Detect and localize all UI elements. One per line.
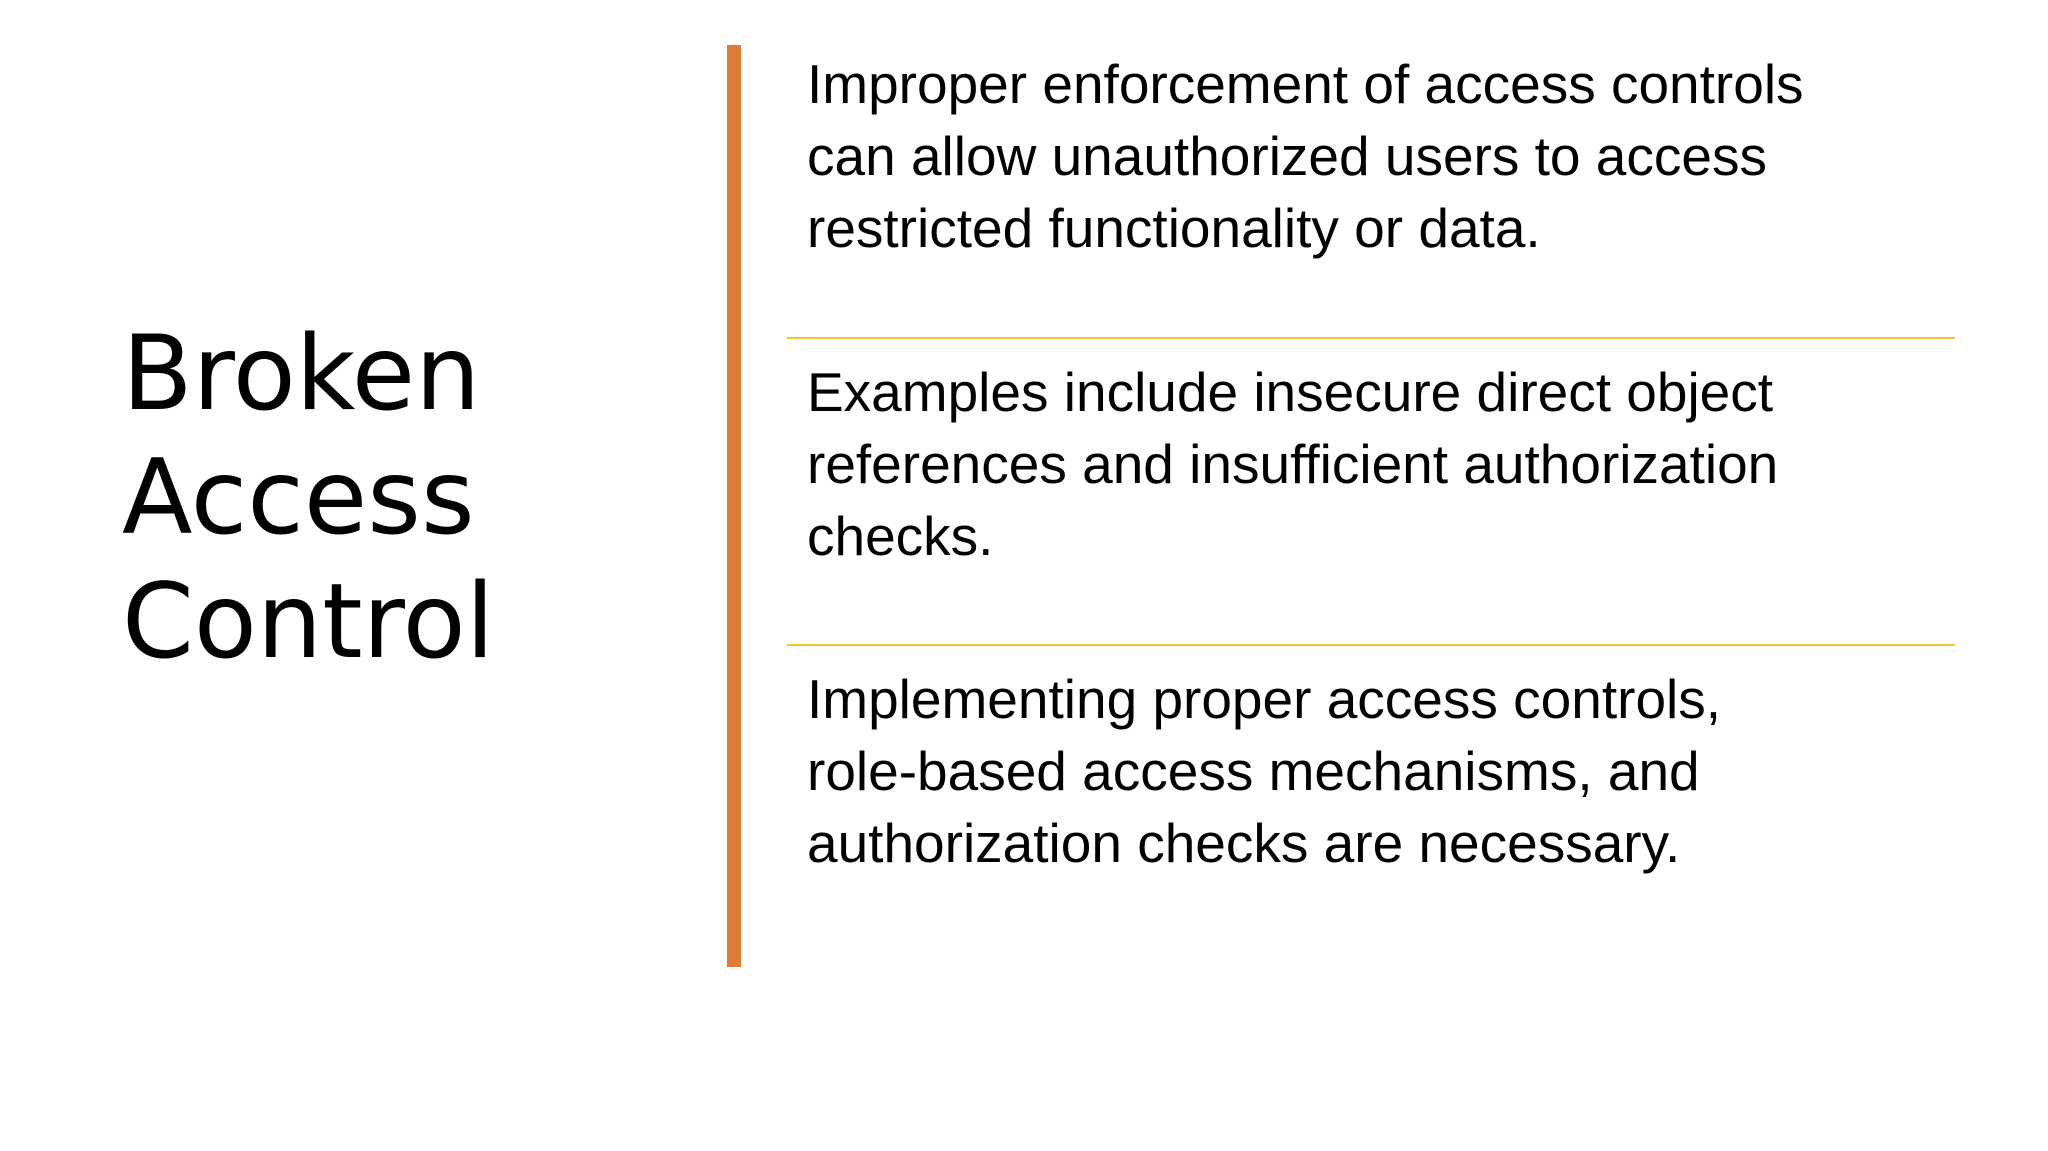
slide-title: Broken Access Control — [122, 314, 495, 682]
bullet-point-2: Examples include insecure direct object references and insufficient authorization checks. — [807, 361, 1779, 567]
divider-line-2 — [787, 644, 1955, 646]
bullet-point-3: Implementing proper access controls, role-based access mechanisms, and authorization checks are necessary. — [807, 668, 1722, 874]
accent-bar — [727, 45, 741, 967]
divider-line-1 — [787, 337, 1955, 339]
bullet-point-1: Improper enforcement of access controls can allow unauthorized users to access restricted functionality or data. — [807, 53, 1804, 259]
